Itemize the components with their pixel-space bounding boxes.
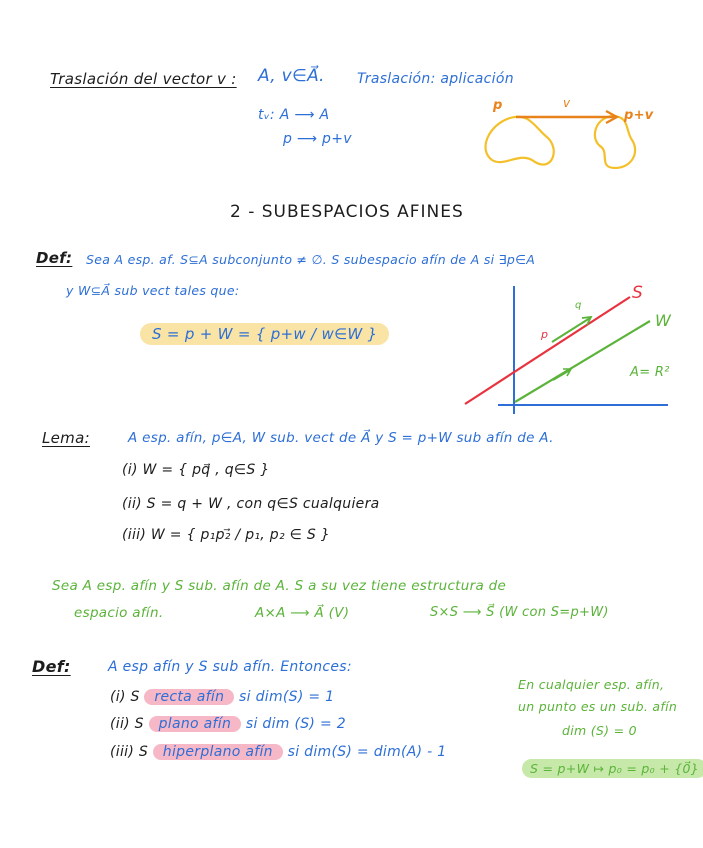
def2-intro: A esp afín y S sub afín. Entonces: xyxy=(108,659,352,675)
def2-item-ii-pre: (ii) S xyxy=(110,716,144,732)
label-A: A= R² xyxy=(630,365,670,380)
translation-label: Traslación: aplicación xyxy=(357,71,514,87)
def2-item-ii-post: si dim (S) = 2 xyxy=(245,716,346,732)
def1-line2: y W⊆A⃗ sub vect tales que: xyxy=(66,283,240,298)
translation-title: Traslación del vector v : xyxy=(50,70,237,88)
def2-item-iii-highlight: hiperplano afín xyxy=(153,744,283,760)
def2-item-ii xyxy=(110,716,346,732)
def2-item-i xyxy=(110,689,334,705)
green-note-map2: S×S ⟶ S⃗ (W con S=p+W) xyxy=(430,605,609,620)
line-S xyxy=(465,297,630,404)
lemma-item-ii: (ii) S = q + W , con q∈S cualquiera xyxy=(122,496,380,512)
def2-item-iii xyxy=(110,744,446,760)
point-p-label: p xyxy=(493,98,503,113)
translation-map1: tᵥ: A ⟶ A xyxy=(258,107,330,123)
def1-line1: Sea A esp. af. S⊆A subconjunto ≠ ∅. S subespacio afín de A si ∃p∈A xyxy=(86,252,536,267)
green-note-line1: Sea A esp. afín y S sub. afín de A. S a su vez tiene estructura de xyxy=(52,578,507,594)
def2-item-i-post: si dim(S) = 1 xyxy=(239,689,335,705)
green-note-line2: espacio afín. xyxy=(74,605,164,621)
label-W: W xyxy=(655,311,672,330)
translation-map2: p ⟶ p+v xyxy=(283,131,352,147)
point-pv-label: p+v xyxy=(624,108,654,123)
side-note-line3: dim (S) = 0 xyxy=(562,723,637,738)
side-note-line1: En cualquier esp. afín, xyxy=(518,677,665,692)
vector-pq xyxy=(552,318,590,342)
def1-label: Def: xyxy=(36,249,73,267)
def2-item-ii-highlight: plano afín xyxy=(149,716,242,732)
lemma-item-iii: (iii) W = { p₁p₂⃗ / p₁, p₂ ∈ S } xyxy=(122,527,331,543)
side-note-line2: un punto es un sub. afín xyxy=(518,699,678,714)
section-title: 2 - SUBESPACIOS AFINES xyxy=(230,202,464,222)
def2-item-iii-post: si dim(S) = dim(A) - 1 xyxy=(287,744,447,760)
vector-v-label: v xyxy=(563,96,571,110)
line-W xyxy=(515,321,650,402)
label-S: S xyxy=(632,283,644,303)
def2-label: Def: xyxy=(32,657,71,676)
def2-item-i-pre: (i) S xyxy=(110,689,140,705)
green-note-map1: A×A ⟶ A⃗ (V) xyxy=(255,605,350,621)
def2-item-iii-pre: (iii) S xyxy=(110,744,149,760)
translation-def: A, v∈A⃗. xyxy=(258,66,325,86)
label-p: p xyxy=(541,328,549,341)
lemma-line: A esp. afín, p∈A, W sub. vect de A⃗ y S = p+W sub afín de A. xyxy=(128,430,554,446)
side-note-formula: S = p+W ↦ p₀ = p₀ + {0⃗} xyxy=(522,759,703,778)
def2-item-i-highlight: recta afín xyxy=(144,689,234,705)
lemma-label: Lema: xyxy=(42,429,90,447)
def1-formula: S = p + W = { p+w / w∈W } xyxy=(140,323,389,345)
lemma-item-i: (i) W = { pq⃗ , q∈S } xyxy=(122,462,270,478)
label-q: q xyxy=(575,300,582,311)
